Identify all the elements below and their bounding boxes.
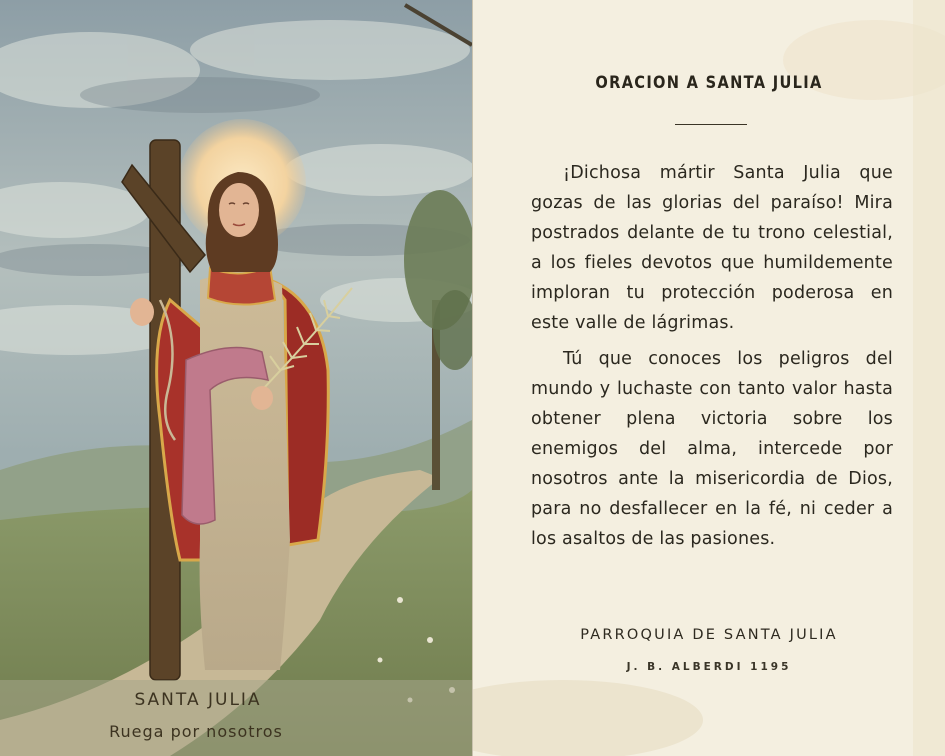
face bbox=[219, 183, 259, 237]
caption-plea: Ruega por nosotros bbox=[109, 722, 283, 741]
parish-name: PARROQUIA DE SANTA JULIA bbox=[580, 627, 838, 643]
caption-saint-name: SANTA JULIA bbox=[134, 690, 262, 710]
saint-julia-illustration bbox=[0, 0, 472, 756]
prayer-paragraph-1: ¡Dichosa mártir Santa Julia que gozas de las glorias del paraíso! Mira postrados delante de tu trono celestial, a los fieles devotos que humildemente imploran tu protección poderosa en este valle de lágrimas. bbox=[531, 163, 893, 333]
prayer-title: ORACION A SANTA JULIA bbox=[595, 73, 823, 93]
right-hand bbox=[251, 386, 273, 410]
prayer-paragraph-2: Tú que conoces los peligros del mundo y luchaste con tanto valor hasta obtener plena victoria sobre los enemigos del alma, intercede por nosotros ante la misericordia de Dios, para no desfallecer en la fé, ni ceder a los asaltos de las pasiones. bbox=[531, 349, 893, 549]
holy-card-back bbox=[473, 0, 945, 756]
prayer-body bbox=[531, 158, 893, 560]
title-divider bbox=[675, 124, 747, 125]
parish-address: J. B. ALBERDI 1195 bbox=[626, 661, 792, 673]
left-hand bbox=[130, 298, 154, 326]
